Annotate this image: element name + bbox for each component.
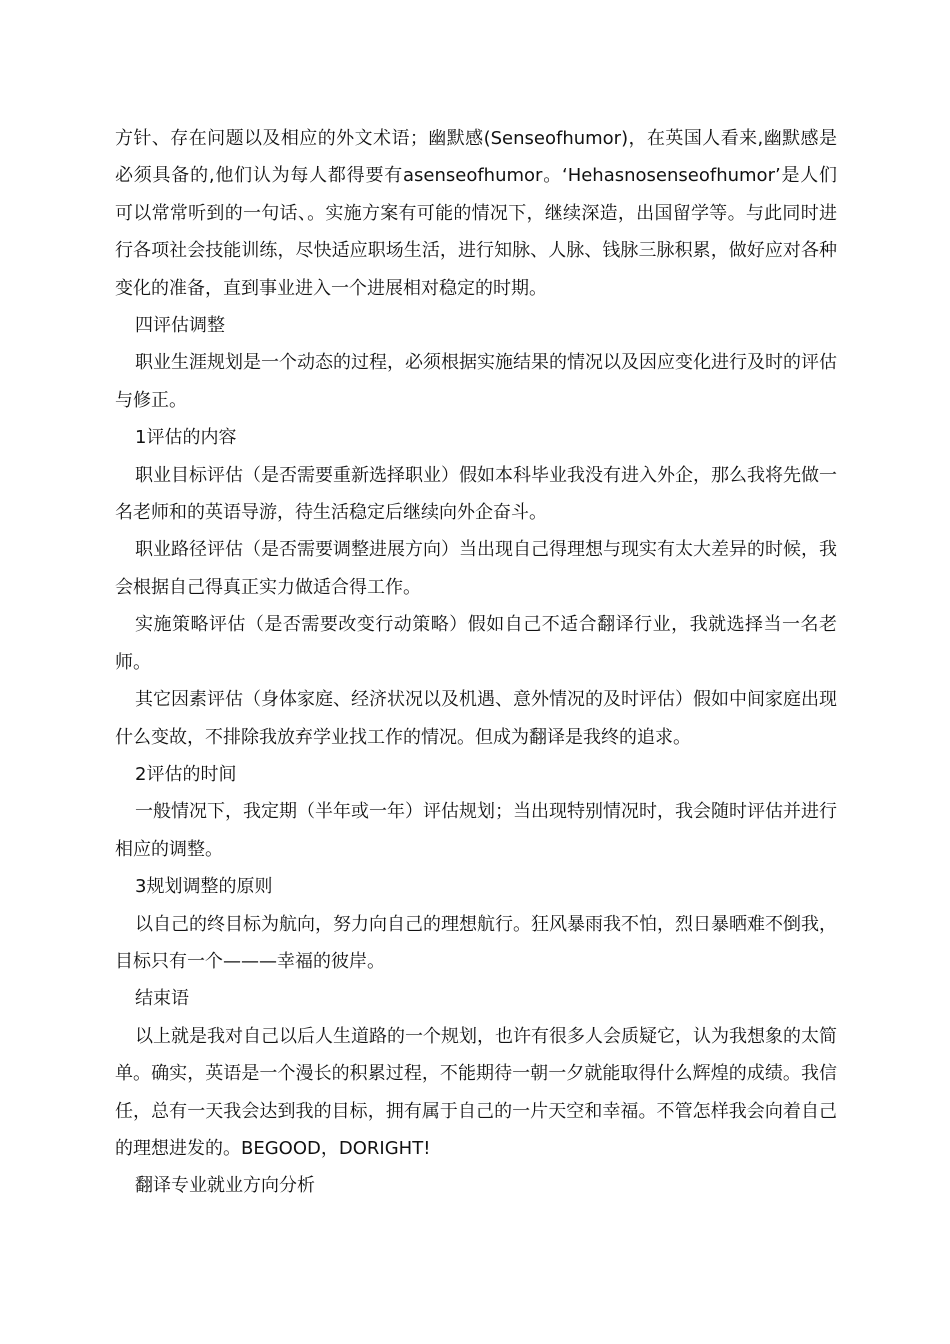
section-heading-employment-analysis: 翻译专业就业方向分析 [135, 1175, 315, 1197]
paragraph-conclusion: 以上就是我对自己以后人生道路的一个规划，也许有很多人会质疑它，认为我想象的太简单。确实，英语是一个漫长的积累过程，不能期待一朝一夕就能取得什么辉煌的成绩。我信任，总有一天我会达到我的目标，拥有属于自己的一片天空和幸福。不管怎样我会向着自己的理想进发的。BEGOOD，DORIGHT! [115, 1025, 837, 1159]
subheading-adjustment-principle: 3规划调整的原则 [135, 876, 273, 898]
paragraph-career-path: 职业路径评估（是否需要调整进展方向）当出现自己得理想与现实有太大差异的时候，我会根据自己得真正实力做适合得工作。 [115, 539, 837, 598]
paragraph-continuation: 方针、存在问题以及相应的外文术语；幽默感(Senseofhumor)，在英国人看来,幽默感是必须具备的,他们认为每人都得要有asenseofhumor。‘Hehasnosenseofhumor’是人们可以常常听到的一句话、。实施方案有可能的情况下，继续深造，出国留学等。与此同时进行各项社会技能训练，尽快适应职场生活，进行知脉、人脉、钱脉三脉积累，做好应对各种变化的准备，直到事业进入一个进展相对稳定的时期。 [115, 128, 837, 299]
section-heading-conclusion: 结束语 [135, 988, 189, 1010]
paragraph-other-factors: 其它因素评估（身体家庭、经济状况以及机遇、意外情况的及时评估）假如中间家庭出现什么变故，不排除我放弃学业找工作的情况。但成为翻译是我终的追求。 [115, 689, 837, 748]
paragraph-career-goal: 职业目标评估（是否需要重新选择职业）假如本科毕业我没有进入外企，那么我将先做一名老师和的英语导游，待生活稳定后继续向外企奋斗。 [115, 464, 837, 524]
document-body [115, 120, 837, 1205]
paragraph-dynamic-process: 职业生涯规划是一个动态的过程，必须根据实施结果的情况以及因应变化进行及时的评估与修正。 [115, 352, 837, 411]
subheading-evaluation-content: 1评估的内容 [135, 427, 237, 449]
section-heading-evaluation: 四评估调整 [135, 315, 225, 337]
subheading-evaluation-time: 2评估的时间 [135, 763, 237, 785]
paragraph-strategy: 实施策略评估（是否需要改变行动策略）假如自己不适合翻译行业，我就选择当一名老师。 [115, 614, 837, 673]
paragraph-schedule: 一般情况下，我定期（半年或一年）评估规划；当出现特别情况时，我会随时评估并进行相应的调整。 [115, 801, 837, 860]
paragraph-principle: 以自己的终目标为航向，努力向自己的理想航行。狂风暴雨我不怕，烈日暴晒难不倒我，目标只有一个———幸福的彼岸。 [115, 913, 837, 972]
